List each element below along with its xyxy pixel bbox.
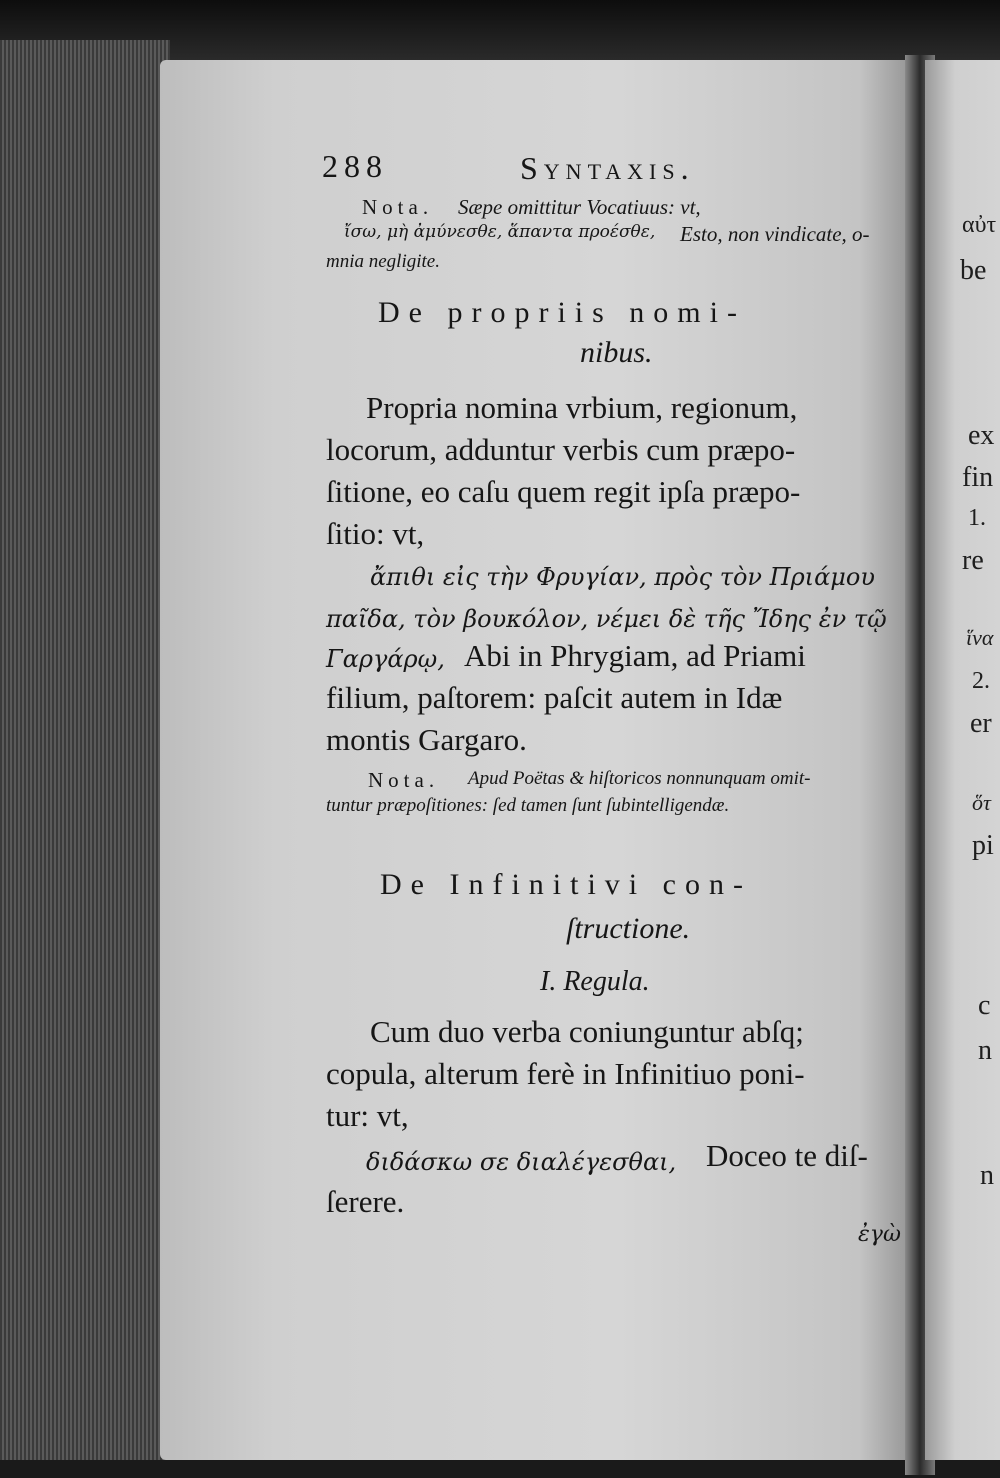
section-heading-cont: ſtructione.	[566, 912, 691, 945]
right-page-fragment: 1.	[968, 505, 986, 531]
greek-text: διδάσκω σε διαλέγεσθαι,	[366, 1148, 677, 1176]
translation-line: ſerere.	[326, 1184, 405, 1219]
paragraph-line: Propria nomina vrbium, regionum,	[366, 390, 798, 425]
nota-text: mnia negligite.	[326, 251, 440, 272]
section-heading-cont: nibus.	[580, 336, 653, 369]
right-page-fragment: pi	[972, 830, 994, 861]
right-page-fragment: n	[980, 1160, 994, 1191]
right-page-fragment: er	[970, 708, 992, 739]
translation-line: montis Gargaro.	[326, 722, 527, 757]
page-edges	[0, 40, 170, 1460]
right-page-fragment: re	[962, 545, 984, 576]
paragraph-line: tur: vt,	[326, 1098, 409, 1133]
right-page-fragment: ex	[968, 420, 995, 451]
right-page-fragment: be	[960, 255, 987, 286]
right-page-fragment: 2.	[972, 668, 990, 694]
right-page-fragment: c	[978, 990, 991, 1021]
section-heading: De Infinitivi con-	[380, 868, 752, 901]
rule-heading: I. Regula.	[540, 966, 650, 997]
greek-text: παῖδα, τὸν βουκόλον, νέμει δὲ τῆς Ἴδης ἐν τῷ	[326, 605, 887, 633]
nota-text: Sæpe omittitur Vocatiuus: vt,	[458, 195, 701, 219]
page-number: 288	[322, 148, 388, 184]
translation-line: Doceo te diſ-	[706, 1138, 868, 1173]
left-page	[160, 60, 920, 1460]
greek-text: ἴσω, μὴ ἀμύνεσθε, ἅπαντα προέσθε,	[344, 222, 656, 242]
paragraph-line: ſitio: vt,	[326, 516, 425, 551]
paragraph-line: ſitione, eo caſu quem regit ipſa præpo-	[326, 474, 801, 509]
nota-label: Nota.	[368, 768, 440, 792]
nota-text: Esto, non vindicate, o-	[680, 222, 870, 246]
section-heading: De propriis nomi-	[378, 296, 746, 329]
nota-label: Nota.	[362, 195, 434, 219]
nota-text: tuntur præpoſitiones: ſed tamen ſunt ſubintelligendæ.	[326, 795, 730, 816]
paragraph-line: copula, alterum ferè in Infinitiuo poni-	[326, 1056, 805, 1091]
paragraph-line: Cum duo verba coniunguntur abſq;	[370, 1014, 804, 1049]
catchword: ἐγὼ	[858, 1222, 901, 1247]
right-page-fragment: ἵνα	[966, 625, 994, 650]
right-page-fragment: fin	[962, 462, 994, 493]
greek-text: ἄπιθι εἰς τὴν Φρυγίαν, πρὸς τὸν Πριάμου	[370, 563, 875, 591]
right-page-fragment: n	[978, 1035, 992, 1066]
right-page-fragment: ὅτ	[972, 790, 991, 815]
translation-line: filium, paſtorem: paſcit autem in Idæ	[326, 680, 783, 715]
translation-line: Abi in Phrygiam, ad Priami	[464, 638, 806, 673]
greek-text: Γαργάρῳ,	[326, 645, 445, 673]
right-page-fragment: αὐτ	[962, 212, 997, 238]
paragraph-line: locorum, adduntur verbis cum præpo-	[326, 432, 796, 467]
running-title: Syntaxis.	[520, 150, 695, 186]
nota-text: Apud Poëtas & hiſtoricos nonnunquam omit-	[468, 768, 811, 789]
